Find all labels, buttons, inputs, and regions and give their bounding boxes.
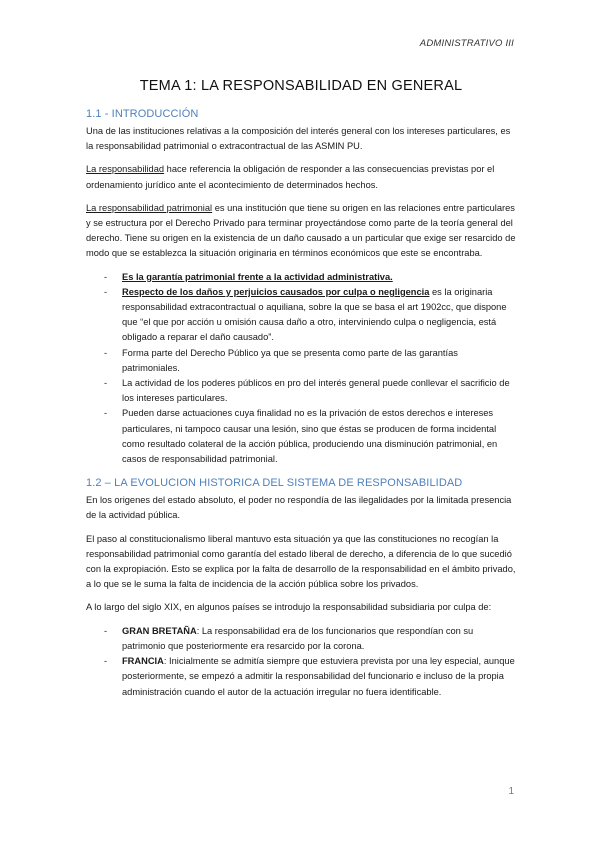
list-item: [86, 624, 516, 654]
running-header: ADMINISTRATIVO III: [419, 38, 514, 49]
list-item-strong: Es la garantía patrimonial frente a la actividad administrativa.: [122, 271, 393, 282]
paragraph: El paso al constitucionalismo liberal mantuvo esta situación ya que las constituciones no recogían la responsabilidad patrimonial como garantía del estado liberal de derecho, a diferencia de lo que sucedió con la expropiación. Esto se explica por la falta de desarrollo de la responsabilidad en el ámbito privado, a lo que se le suma la falta de incidencia de la acción pública sobre los privados.: [86, 533, 516, 590]
list-item-text: Pueden darse actuaciones cuya finalidad no es la privación de estos derechos e intereses particulares, ni tampoco causar una lesión, sino que éstas se producen de forma incidental como resultado colateral de la acción pública, produciendo una disminución patrimonial, en casos de responsabilidad patrimonial.: [122, 408, 498, 465]
list-item: [86, 376, 516, 406]
dash-bullet: -: [104, 656, 108, 667]
page-title: TEMA 1: LA RESPONSABILIDAD EN GENERAL: [139, 78, 463, 94]
bullet-list: [86, 624, 516, 700]
paragraph: [86, 162, 516, 192]
section-heading-introduccion: 1.1 - INTRODUCCIÓN: [86, 108, 199, 120]
dash-bullet: -: [104, 378, 108, 389]
list-item-text: : La responsabilidad era de los funcionarios que respondían con su patrimonio que posteriormente era resarcido por la corona.: [122, 625, 474, 651]
list-item-text: : Inicialmente se admitía siempre que estuviera prevista por una ley especial, aunque posteriormente, se empezó a admitir la responsabilidad del funcionario e incluso de la propia administración cuando el autor de la actuación irregular no fuera identificable.: [122, 656, 515, 697]
list-item-strong: FRANCIA: [122, 656, 164, 667]
paragraph: [86, 201, 516, 262]
list-item-text: La actividad de los poderes públicos en pro del interés general puede conllevar el sacrificio de los intereses particulares.: [122, 378, 510, 404]
dash-bullet: -: [104, 271, 108, 282]
section-heading-evolucion: 1.2 – LA EVOLUCION HISTORICA DEL SISTEMA DE RESPONSABILIDAD: [86, 477, 463, 490]
list-item: [86, 346, 516, 376]
list-item-strong: Respecto de los daños y perjuicios causados por culpa o negligencia: [122, 286, 430, 297]
paragraph: A lo largo del siglo XIX, en algunos países se introdujo la responsabilidad subsidiaria por culpa de:: [86, 602, 492, 613]
term-underlined: La responsabilidad patrimonial: [86, 202, 213, 213]
paragraph: Una de las instituciones relativas a la composición del interés general con los intereses particulares, es la responsabilidad patrimonial o extracontractual de las ASMIN PU.: [86, 126, 511, 152]
page-content: [86, 72, 516, 710]
dash-bullet: -: [104, 625, 108, 636]
paragraph-text: hace referencia la obligación de responder a las consecuencias previstas por el ordenamiento jurídico ante el acontecimiento de determinados hechos.: [86, 164, 495, 190]
list-item-strong: GRAN BRETAÑA: [122, 625, 197, 636]
dash-bullet: -: [104, 347, 108, 358]
list-item-text: Forma parte del Derecho Público ya que se presenta como parte de las garantías patrimoniales.: [122, 347, 458, 373]
list-item: [86, 406, 516, 467]
bullet-list: [86, 270, 516, 468]
list-item: [86, 654, 516, 700]
paragraph: En los origenes del estado absoluto, el poder no respondía de las ilegalidades por la limitada presencia de la actividad pública.: [86, 495, 512, 521]
list-item: [86, 270, 516, 285]
list-item-text: es la originaria responsabilidad extracontractual o aquiliana, sobre la que se basa el art 1902cc, que dispone que “el que por acción u omisión causa daño a otro, interviniendo culpa o negligencia, está obligado a reparar el daño causado”.: [122, 286, 507, 343]
term-underlined: La responsabilidad: [86, 164, 165, 175]
paragraph-text: es una institución que tiene su origen en las relaciones entre particulares y se estructura por el Derecho Privado para terminar proyectándose como parte de la teoría general del derecho. Tiene su origen en la existencia de un daño causado a un particular que exige ser resarcido de modo que se establezca la situación originaria en términos económicos que este se encontraba.: [86, 202, 516, 259]
dash-bullet: -: [104, 286, 108, 297]
dash-bullet: -: [104, 408, 108, 419]
page-number: 1: [508, 786, 514, 797]
list-item: [86, 285, 516, 346]
